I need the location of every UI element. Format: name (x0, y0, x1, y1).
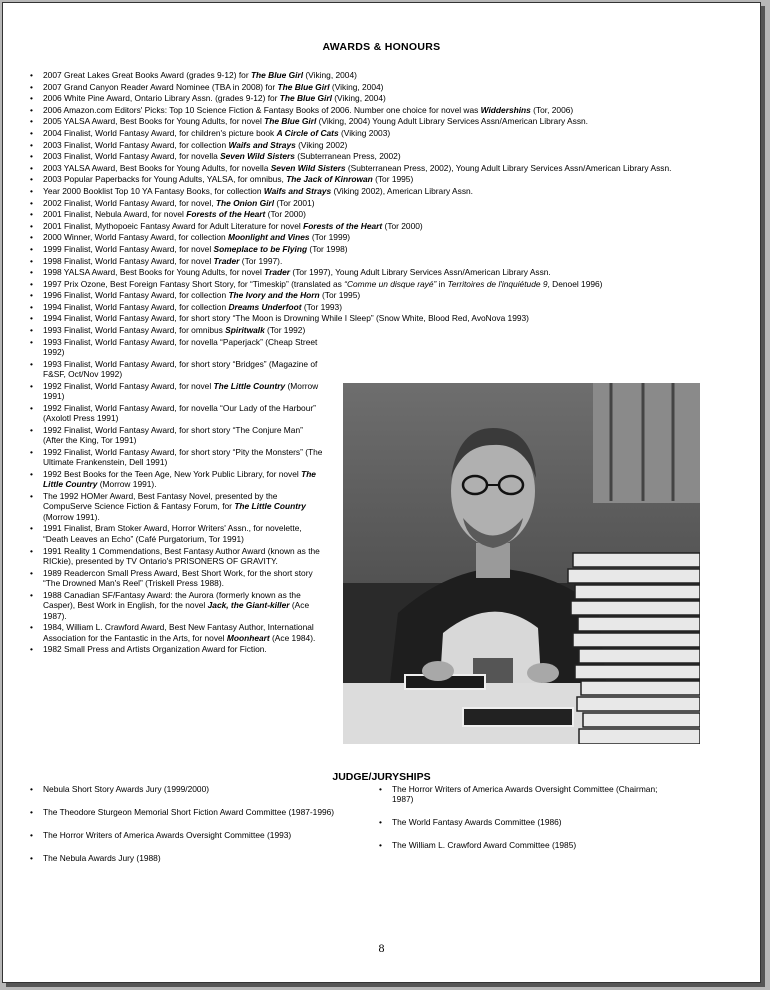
award-item (29, 70, 689, 80)
award-text: (Morrow 1991). (43, 511, 100, 522)
award-title: Waifs and Strays (228, 139, 296, 150)
award-title: The Little Country (43, 468, 316, 490)
award-text: (Tor 1997). (239, 255, 283, 266)
award-item (29, 128, 689, 138)
award-item (29, 140, 689, 150)
award-text: (Viking 2003) (338, 127, 391, 138)
award-text: 1991 Finalist, Bram Stoker Award, Horror Writers' Assn., for novelette, “Death Leaves an Echo” (Café Purgatorium, Tor 1991) (43, 523, 302, 544)
award-text: (Subterranean Press, 2002), Young Adult Library Services Assn/American Library Assn. (345, 162, 672, 173)
award-item (29, 302, 689, 312)
jury-item: • The Horror Writers of America Awards Oversight Committee (1993) (29, 830, 349, 840)
award-text: 2005 YALSA Award, Best Books for Young Adults, for novel (43, 116, 265, 127)
award-text: (Tor 2000) (382, 220, 423, 231)
award-text: 2000 Winner, World Fantasy Award, for collection (43, 232, 228, 243)
award-text: (Tor 1997), Young Adult Library Services Assn/American Library Assn. (290, 267, 551, 278)
award-item (29, 267, 689, 277)
award-text: 1999 Finalist, World Fantasy Award, for novel (43, 243, 214, 254)
award-text: 1994 Finalist, World Fantasy Award, for short story “The Moon is Drowning While I Sleep” (Snow White, Blood Red, AvoNova 1993) (43, 313, 529, 324)
jury-item: • The Theodore Sturgeon Memorial Short Fiction Award Committee (1987-1996) (29, 807, 349, 817)
award-title: The Little Country (234, 501, 306, 512)
award-item (29, 209, 689, 219)
award-item (29, 381, 325, 402)
award-text: 1993 Finalist, World Fantasy Award, for novella “Paperjack” (Cheap Street 1992) (43, 336, 318, 358)
award-title: The Jack of Kinrowan (286, 174, 373, 185)
author-photo (343, 383, 700, 744)
award-text: 1989 Readercon Small Press Award, Best Short Work, for the short story “The Drowned Man's Reel” (Triskell Press 1988). (43, 567, 313, 589)
award-item (29, 590, 325, 621)
award-text: 1993 Finalist, World Fantasy Award, for omnibus (43, 325, 226, 336)
award-text: 2006 Amazon.com Editors' Picks: Top 10 Science Fiction & Fantasy Books of 2006. Number one choice for novel was (43, 104, 481, 115)
award-title: Forests of the Heart (303, 220, 383, 231)
award-title: Seven Wild Sisters (270, 162, 346, 173)
award-item (29, 105, 689, 115)
jury-item: • Nebula Short Story Awards Jury (1999/2000) (29, 784, 349, 794)
award-item (29, 186, 689, 196)
award-text: (Viking, 2004) (303, 70, 357, 80)
jury-item: • The William L. Crawford Award Committee (1985) (378, 840, 678, 850)
award-text: 2003 Finalist, World Fantasy Award, for novella (43, 151, 221, 162)
award-item (29, 163, 689, 173)
award-text: (Tor 2001) (274, 197, 315, 208)
award-text: (Morrow 1991) (43, 380, 319, 402)
award-title: The Blue Girl (279, 93, 332, 104)
award-text: (Tor 1998) (307, 243, 348, 254)
award-title: Waifs and Strays (263, 185, 332, 196)
award-text: in (436, 278, 448, 289)
award-text: (Viking, 2004) (329, 81, 384, 92)
award-item (29, 325, 689, 335)
award-text: 1988 Canadian SF/Fantasy Award: the Aurora (formerly known as the Casper), Best Work in English, for the novel (43, 589, 301, 611)
award-title: Jack, the Giant-killer (207, 600, 290, 611)
award-title: The Blue Girl (250, 70, 304, 80)
award-text: (Viking, 2004) (331, 93, 386, 104)
award-title: Widdershins (480, 104, 531, 115)
award-item (29, 313, 689, 323)
award-title: Moonlight and Vines (227, 232, 310, 243)
jury-list-left (29, 784, 349, 876)
author-photo-illustration (343, 383, 700, 744)
award-text: 2003 Finalist, World Fantasy Award, for collection (43, 139, 229, 150)
award-title: Someplace to be Flying (213, 243, 308, 254)
award-text: 1993 Finalist, World Fantasy Award, for short story “Bridges” (Magazine of F&SF, Oct/Nov 1992) (43, 358, 318, 380)
award-item (29, 198, 689, 208)
awards-heading: AWARDS & HONOURS (322, 41, 441, 53)
award-title: “Comme un disque rayé” (344, 278, 437, 289)
award-title: The Onion Girl (215, 197, 275, 208)
award-item (29, 151, 689, 161)
award-text: 2007 Great Lakes Great Books Award (grades 9-12) for (43, 70, 251, 80)
award-text: 1994 Finalist, World Fantasy Award, for collection (43, 301, 229, 312)
award-text: , Denoel 1996) (547, 278, 603, 289)
award-text: (Subterranean Press, 2002) (294, 151, 401, 162)
award-item (29, 447, 325, 468)
award-title: Dreams Underfoot (228, 301, 302, 312)
book-stack (568, 553, 700, 744)
award-item (29, 244, 689, 254)
award-text: (Tor 1999) (309, 232, 351, 243)
award-text: (Tor 1992) (264, 325, 306, 336)
award-text: (Viking, 2004) Young Adult Library Services Assn/American Library Assn. (316, 116, 588, 127)
award-title: Spiritwalk (225, 325, 265, 336)
jury-item: • The Horror Writers of America Awards Oversight Committee (Chairman; 1987) (378, 784, 678, 805)
award-text: 2007 Grand Canyon Reader Award Nominee (TBA in 2008) for (43, 81, 278, 92)
award-text: (Tor 2000) (265, 209, 306, 220)
award-text: 1998 YALSA Award, Best Books for Young Adults, for novel (43, 267, 265, 278)
award-item (29, 82, 689, 92)
award-item (29, 546, 325, 567)
award-title: Seven Wild Sisters (220, 151, 295, 162)
award-text: 2006 White Pine Award, Ontario Library Assn. (grades 9-12) for (43, 93, 280, 104)
award-item (29, 644, 325, 654)
award-item (29, 116, 689, 126)
award-item (29, 491, 325, 522)
award-text: 2001 Finalist, Mythopoeic Fantasy Award for Adult Literature for novel (43, 220, 304, 231)
award-item (29, 403, 325, 424)
award-item (29, 425, 325, 446)
award-text: 2002 Finalist, World Fantasy Award, for novel, (43, 197, 216, 208)
award-item (29, 290, 689, 300)
award-title: The Little Country (213, 380, 286, 391)
award-title: The Blue Girl (277, 81, 330, 92)
award-text: (Viking 2002) (295, 139, 348, 150)
award-text: 1984, William L. Crawford Award, Best New Fantasy Author, International Association for the Fantastic in the Arts, for novel (43, 622, 314, 643)
award-title: Moonheart (226, 632, 270, 643)
jury-list-right (378, 784, 678, 863)
award-text: 1998 Finalist, World Fantasy Award, for novel (43, 255, 214, 266)
award-text: 1992 Finalist, World Fantasy Award, for short story “Pity the Monsters” (The Ultimate Frankenstein, Dell 1991) (43, 446, 323, 468)
award-item (29, 221, 689, 231)
award-text: (Viking 2002), American Library Assn. (331, 185, 473, 196)
award-item (29, 279, 689, 289)
award-item (29, 469, 325, 490)
award-text: Year 2000 Booklist Top 10 YA Fantasy Books, for collection (43, 185, 264, 196)
award-text: (Ace 1984). (269, 632, 316, 643)
award-item (29, 359, 325, 380)
award-item (29, 337, 325, 358)
award-item (29, 174, 689, 184)
award-text: 2003 Popular Paperbacks for Young Adults, YALSA, for omnibus, (43, 174, 287, 185)
award-text: (Tor, 2006) (530, 104, 574, 115)
award-text: 1982 Small Press and Artists Organization Award for Fiction. (43, 644, 267, 655)
award-text: (Tor 1993) (301, 301, 342, 312)
jury-heading: JUDGE/JURYSHIPS (332, 771, 431, 783)
award-text: 1997 Prix Ozone, Best Foreign Fantasy Short Story, for “Timeskip” (translated as (43, 278, 345, 289)
jury-item: • The Nebula Awards Jury (1988) (29, 853, 349, 863)
document-page (2, 2, 761, 983)
award-text: (Ace 1987). (43, 600, 310, 621)
jury-item: • The World Fantasy Awards Committee (1986) (378, 817, 678, 827)
award-item (29, 93, 689, 103)
page-number: 8 (378, 941, 385, 955)
award-title: Forests of the Heart (186, 209, 266, 220)
award-text: (Morrow 1991). (97, 479, 157, 490)
award-text: 2001 Finalist, Nebula Award, for novel (43, 209, 187, 220)
award-text: 1992 Best Books for the Teen Age, New York Public Library, for novel (43, 468, 302, 479)
award-item (29, 523, 325, 544)
award-text: 2003 YALSA Award, Best Books for Young Adults, for novella (43, 162, 271, 173)
award-text: 1992 Finalist, World Fantasy Award, for short story “The Conjure Man” (After the King, Tor 1991) (43, 424, 303, 446)
award-title: A Circle of Cats (276, 127, 339, 138)
award-text: 1992 Finalist, World Fantasy Award, for novella “Our Lady of the Harbour” (Axolotl Press 1991) (43, 402, 316, 424)
award-title: The Ivory and the Horn (228, 290, 320, 301)
award-item (29, 232, 689, 242)
award-title: Territoires de l'inquiétude 9 (447, 278, 548, 289)
award-text: (Tor 1995) (319, 290, 361, 301)
award-text: 1996 Finalist, World Fantasy Award, for collection (43, 290, 229, 301)
award-text: 1992 Finalist, World Fantasy Award, for novel (43, 380, 214, 391)
award-title: Trader (264, 267, 291, 278)
award-text: The 1992 HOMer Award, Best Fantasy Novel, presented by the CompuServe Science Fiction & Fantasy Forum, for (43, 490, 278, 512)
award-text: 2004 Finalist, World Fantasy Award, for children's picture book (43, 127, 277, 138)
award-text: 1991 Reality 1 Commendations, Best Fantasy Author Award (known as the RICkie), presented by TV Ontario's PRISONERS OF GRAVITY. (43, 545, 320, 566)
award-title: The Blue Girl (264, 116, 317, 127)
award-title: Trader (213, 255, 240, 266)
award-item (29, 256, 689, 266)
award-item (29, 622, 325, 643)
award-text: (Tor 1995) (372, 174, 414, 185)
award-item (29, 568, 325, 589)
